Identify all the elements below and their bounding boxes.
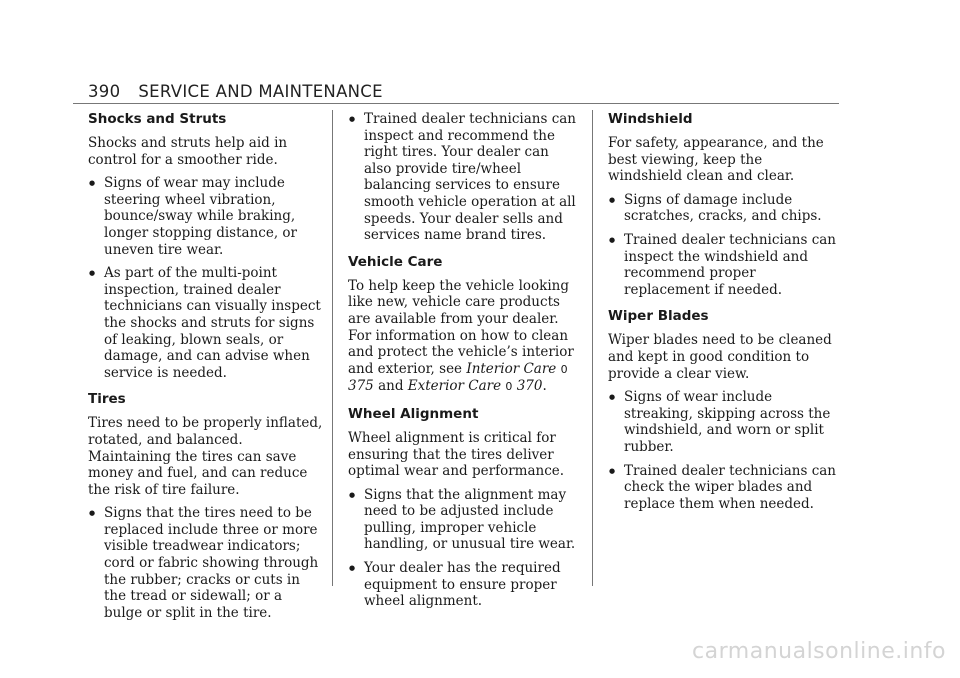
page-header (88, 82, 383, 101)
heading-shocks-and-struts: Shocks and Struts (88, 111, 227, 127)
conjunction-text: and (378, 378, 404, 395)
list-item: ● Signs that the tires need to be replaced include three or more visible treadwear indicators; cord or fabric showing through the rubber; cracks or cuts in the tread or sidewall; or a bulge or split in the tire. (88, 505, 324, 621)
section-title: SERVICE AND MAINTENANCE (138, 82, 383, 101)
paragraph: Tires need to be properly inflated, rotated, and balanced. Maintaining the tires can save money and fuel, and can reduce the risk of tire failure. (88, 415, 323, 498)
column-divider-2 (592, 110, 593, 586)
bullet-list (608, 389, 840, 512)
bullet-list (348, 111, 580, 244)
column-3 (608, 111, 840, 519)
paragraph: Wiper blades need to be cleaned and kept in good condition to provide a clear view. (608, 332, 832, 382)
list-item: ● Trained dealer technicians can inspect the windshield and recommend proper replacement if needed. (608, 232, 840, 298)
bullet-list (608, 192, 840, 299)
paragraph: For safety, appearance, and the best viewing, keep the windshield clean and clear. (608, 135, 824, 185)
list-item: ● Signs of damage include scratches, cracks, and chips. (608, 192, 840, 225)
exterior-care-link[interactable]: Exterior Care 0 370 (407, 378, 543, 395)
paragraph: Shocks and struts help aid in control for a smoother ride. (88, 135, 288, 168)
list-item: ● Trained dealer technicians can inspect and recommend the right tires. Your dealer can also provide tire/wheel balancing services to ensure smooth vehicle operation at all speeds. Your dealer sells and services name brand tires. (348, 111, 580, 244)
paragraph: Wheel alignment is critical for ensuring that the tires deliver optimal wear and performance. (348, 429, 565, 480)
list-item: ● Signs that the alignment may need to be adjusted include pulling, improper vehicle handling, or unusual tire wear. (348, 487, 580, 553)
list-item: ● Signs of wear may include steering wheel vibration, bounce/sway while braking, longer stopping distance, or uneven tire wear. (88, 175, 324, 258)
page-ref-arrow-icon: 0 (560, 362, 568, 376)
heading-vehicle-care: Vehicle Care (348, 253, 443, 270)
heading-windshield: Windshield (608, 111, 693, 127)
list-item: ● Signs of wear include streaking, skipping across the windshield, and worn or split rubber. (608, 389, 840, 455)
bullet-list (348, 487, 580, 610)
list-item: ● As part of the multi-point inspection, trained dealer technicians can visually inspect the shocks and struts for signs of leaking, blown seals, or damage, and can advise when service is needed. (88, 265, 324, 381)
list-item: ● Trained dealer technicians can check the wiper blades and replace them when needed. (608, 463, 840, 513)
page-ref-arrow-icon: 0 (505, 380, 513, 394)
watermark: carmanualsonline.info (692, 639, 946, 664)
interior-care-link[interactable]: Interior Care 0 375 (348, 360, 568, 395)
list-item: ● Your dealer has the required equipment to ensure proper wheel alignment. (348, 560, 580, 610)
heading-tires: Tires (88, 391, 126, 408)
column-1 (88, 111, 324, 628)
column-divider-1 (332, 110, 333, 586)
column-2 (348, 111, 580, 617)
vehicle-care-text: To help keep the vehicle looking like new, vehicle care products are available from your dealer. For information on how to clean and protect the vehicle’s interior and exterior, see (348, 277, 574, 377)
header-rule (73, 103, 839, 104)
heading-wheel-alignment: Wheel Alignment (348, 405, 479, 422)
heading-wiper-blades: Wiper Blades (608, 308, 709, 325)
paragraph-vehicle-care: To help keep the vehicle looking like new, vehicle care products are available from your dealer. For information on how to clean and protect the vehicle’s interior and exterior, see Interior Care 0 375 and Exterior Care 0 370. (348, 277, 574, 395)
page-number: 390 (88, 82, 121, 101)
bullet-list (88, 505, 324, 621)
bullet-list (88, 175, 324, 381)
